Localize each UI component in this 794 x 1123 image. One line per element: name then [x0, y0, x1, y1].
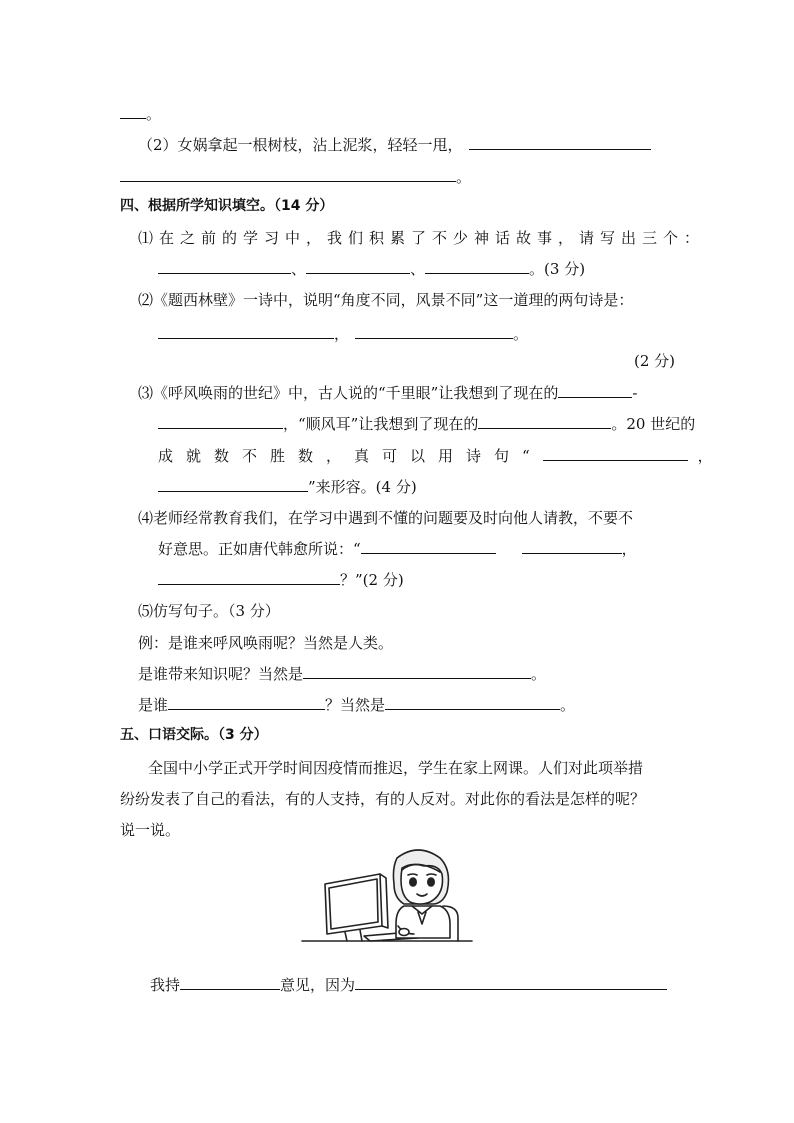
question-4-5-line1: 是谁带来知识呢？当然是 。: [138, 665, 547, 683]
prev-answer-line: 。: [120, 104, 161, 124]
question-4-2-score: (2 分): [634, 352, 676, 370]
question-4-1: ⑴在之前的学习中，我们积累了不少神话故事，请写出三个：: [138, 229, 706, 247]
answer-blank[interactable]: [158, 259, 291, 274]
answer-blank[interactable]: [158, 570, 340, 585]
answer-blank[interactable]: [469, 135, 651, 150]
answer-blank[interactable]: [558, 383, 632, 398]
question-4-3-line3: 成就数不胜数，真可以用诗句“ ，: [158, 447, 713, 465]
question-4-5-line2: 是谁 ？当然是 。: [138, 696, 576, 714]
question-4-2: ⑵《题西林壁》一诗中，说明“角度不同，风景不同”这一道理的两句诗是：: [138, 291, 634, 309]
opinion-blank[interactable]: [180, 975, 280, 990]
girl-at-computer-illustration: [300, 848, 475, 946]
section-5-heading: 五、口语交际。（3 分）: [120, 727, 268, 743]
reason-blank[interactable]: [355, 975, 667, 990]
question-4-5: ⑸仿写句子。（3 分）: [138, 602, 280, 620]
answer-blank[interactable]: [425, 259, 529, 274]
answer-blank[interactable]: [120, 167, 456, 182]
answer-blank[interactable]: [158, 477, 308, 492]
section-4-heading: 四、根据所学知识填空。（14 分）: [120, 198, 334, 214]
answer-blank[interactable]: [385, 695, 560, 710]
answer-blank[interactable]: [158, 414, 283, 429]
question-4-4-line2: 好意思。正如唐代韩愈所说：“ ，: [158, 540, 637, 558]
section-5-paragraph-line1: 全国中小学正式开学时间因疫情而推迟，学生在家上网课。人们对此项举措: [148, 759, 644, 777]
answer-blank[interactable]: [361, 539, 496, 554]
question-3-2: （2）女娲拿起一根树枝，沾上泥浆，轻轻一甩，: [138, 135, 651, 155]
question-3-2-cont: 。: [120, 167, 471, 187]
question-4-4: ⑷老师经常教育我们，在学习中遇到不懂的问题要及时向他人请教，不要不: [138, 509, 634, 527]
answer-blank[interactable]: [522, 539, 622, 554]
answer-blank[interactable]: [306, 259, 410, 274]
answer-blank[interactable]: [158, 324, 334, 339]
answer-blank[interactable]: [120, 104, 146, 119]
question-4-3-line2: ，“顺风耳”让我想到了现在的 。20 世纪的: [158, 414, 695, 434]
question-4-2-blanks: ， 。: [158, 324, 528, 344]
section-5-paragraph-line2: 纷纷发表了自己的看法，有的人支持，有的人反对。对此你的看法是怎样的呢？: [120, 790, 646, 808]
question-4-3-line4: ”来形容。(4 分): [158, 477, 417, 497]
opinion-answer-line: 我持 意见，因为: [150, 975, 667, 995]
answer-blank[interactable]: [355, 324, 513, 339]
question-4-5-example: 例：是谁来呼风唤雨呢？当然是人类。: [138, 634, 394, 652]
answer-blank[interactable]: [303, 664, 531, 679]
section-5-paragraph-line3: 说一说。: [120, 821, 181, 839]
question-4-3: ⑶《呼风唤雨的世纪》中，古人说的“千里眼”让我想到了现在的 -: [138, 384, 638, 402]
answer-blank[interactable]: [543, 446, 688, 461]
question-4-4-line3: ？”(2 分): [158, 570, 404, 590]
question-4-1-blanks: 、 、 。(3 分): [158, 259, 585, 279]
answer-blank[interactable]: [478, 414, 611, 429]
answer-blank[interactable]: [168, 695, 325, 710]
